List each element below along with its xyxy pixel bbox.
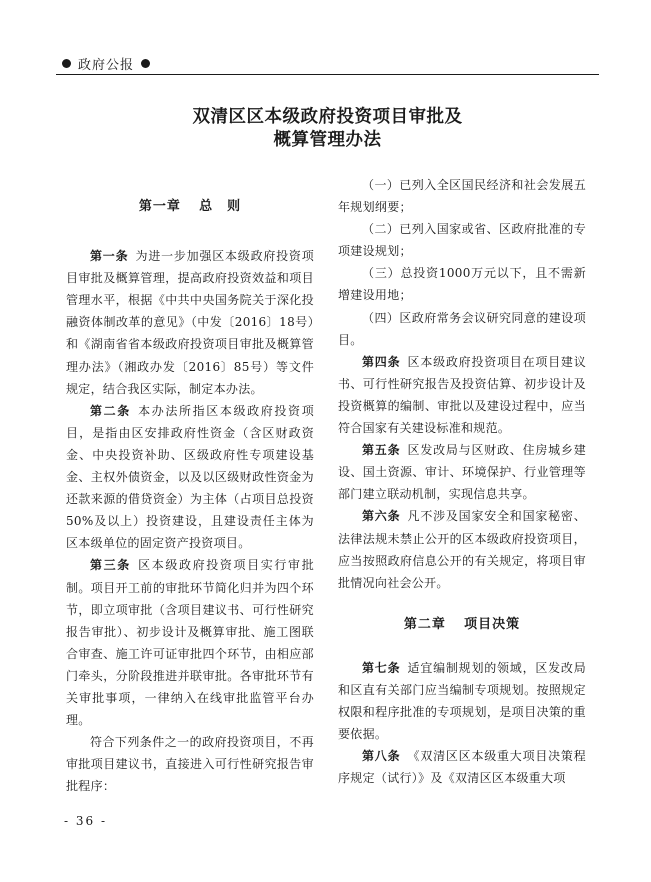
chapter-heading-2 bbox=[338, 614, 586, 636]
title-line-1: 双清区区本级政府投资项目审批及 bbox=[192, 107, 463, 127]
document-title bbox=[56, 106, 599, 152]
article-6 bbox=[338, 505, 586, 593]
article-5 bbox=[338, 439, 586, 505]
article-1 bbox=[66, 245, 314, 400]
article-label: 第七条 bbox=[362, 660, 401, 675]
article-label: 第一条 bbox=[90, 249, 129, 264]
article-2 bbox=[66, 400, 314, 555]
chapter-number: 第二章 bbox=[403, 616, 446, 632]
bullet-dot-icon bbox=[141, 59, 150, 68]
bullet-dot-icon bbox=[62, 59, 71, 68]
chapter-name: 项目决策 bbox=[464, 616, 521, 632]
article-4 bbox=[338, 351, 586, 439]
left-column bbox=[66, 174, 314, 797]
article-text: 本办法所指区本级政府投资项目，是指由区安排政府性资金（含区财政资金、中央投资补助、区级政府性专项建设基金、主权外债资金，以及以区级财政性资金为还款来源的借贷资金）为主体（占项目总投资50%及以上）投资建设，且建设责任主体为区本级单位的固定资产投资项目。 bbox=[66, 403, 314, 551]
condition-item-3: （三）总投资1000万元以下，且不需新增建设用地； bbox=[338, 266, 586, 303]
condition-item-1: （一）已列入全区国民经济和社会发展五年规划纲要； bbox=[338, 178, 586, 215]
chapter-number: 第一章 bbox=[138, 199, 181, 214]
page-number: - 36 - bbox=[64, 814, 108, 828]
article-text: 凡不涉及国家安全和国家秘密、法律法规未禁止公开的区本级政府投资项目，应当按照政府信息公开的有关规定，将项目审批情况向社会公开。 bbox=[338, 509, 587, 590]
gazette-header bbox=[62, 54, 150, 73]
gazette-header-label: 政府公报 bbox=[78, 58, 135, 73]
article-7 bbox=[338, 657, 586, 745]
header-divider bbox=[56, 74, 599, 75]
title-line-2: 概算管理办法 bbox=[273, 130, 382, 150]
article-text: 适宜编制规划的领域，区发改局和区直有关部门应当编制专项规划。按照规定权限和程序批准的专项规划，是项目决策的重要依据。 bbox=[338, 660, 587, 742]
article-text: 为进一步加强区本级政府投资项目审批及概算管理，提高政府投资效益和项目管理水平，根据《中共中央国务院关于深化投融资体制改革的意见》（中发〔2016〕18号）和《湖南省省本级政府投资项目审批及概算管理办法》（湘政办发〔2016〕85号）等文件规定，结合我区实际，制定本办法。 bbox=[66, 249, 315, 396]
article-text: 区本级政府投资项目实行审批制。项目开工前的审批环节简化归并为四个环节，即立项审批（含项目建议书、可行性研究报告审批）、初步设计及概算审批、施工图联合审查、施工许可证审批四个环节，由相应部门牵头，分阶段推进并联审批。各审批环节有关审批事项，一律纳入在线审批监管平台办理。 bbox=[66, 558, 314, 728]
article-label: 第八条 bbox=[362, 749, 401, 764]
article-label: 第六条 bbox=[362, 509, 401, 524]
article-3 bbox=[66, 554, 314, 731]
article-label: 第二条 bbox=[90, 403, 131, 418]
article-8 bbox=[338, 745, 586, 789]
condition-item-4: （四）区政府常务会议研究同意的建设项目。 bbox=[338, 310, 586, 347]
article-label: 第四条 bbox=[362, 354, 401, 369]
chapter-name: 总 则 bbox=[199, 199, 242, 214]
article-label: 第三条 bbox=[90, 558, 131, 573]
article-label: 第五条 bbox=[362, 443, 401, 458]
article-text: 区发改局与区财政、住房城乡建设、国土资源、审计、环境保护、行业管理等部门建立联动机制，实现信息共享。 bbox=[338, 443, 587, 502]
condition-item-2: （二）已列入国家或省、区政府批准的专项建设规划； bbox=[338, 222, 586, 259]
right-column bbox=[338, 174, 586, 789]
article-text: 《双清区区本级重大项目决策程序规定（试行）》及《双清区区本级重大项 bbox=[338, 749, 587, 786]
chapter-heading-1 bbox=[66, 196, 314, 218]
article-text: 区本级政府投资项目在项目建议书、可行性研究报告及投资估算、初步设计及投资概算的编制、审批以及建设过程中，应当符合国家有关建设标准和规范。 bbox=[338, 354, 587, 436]
conditions-paragraph: 符合下列条件之一的政府投资项目，不再审批项目建议书，直接进入可行性研究报告审批程序： bbox=[66, 735, 314, 794]
